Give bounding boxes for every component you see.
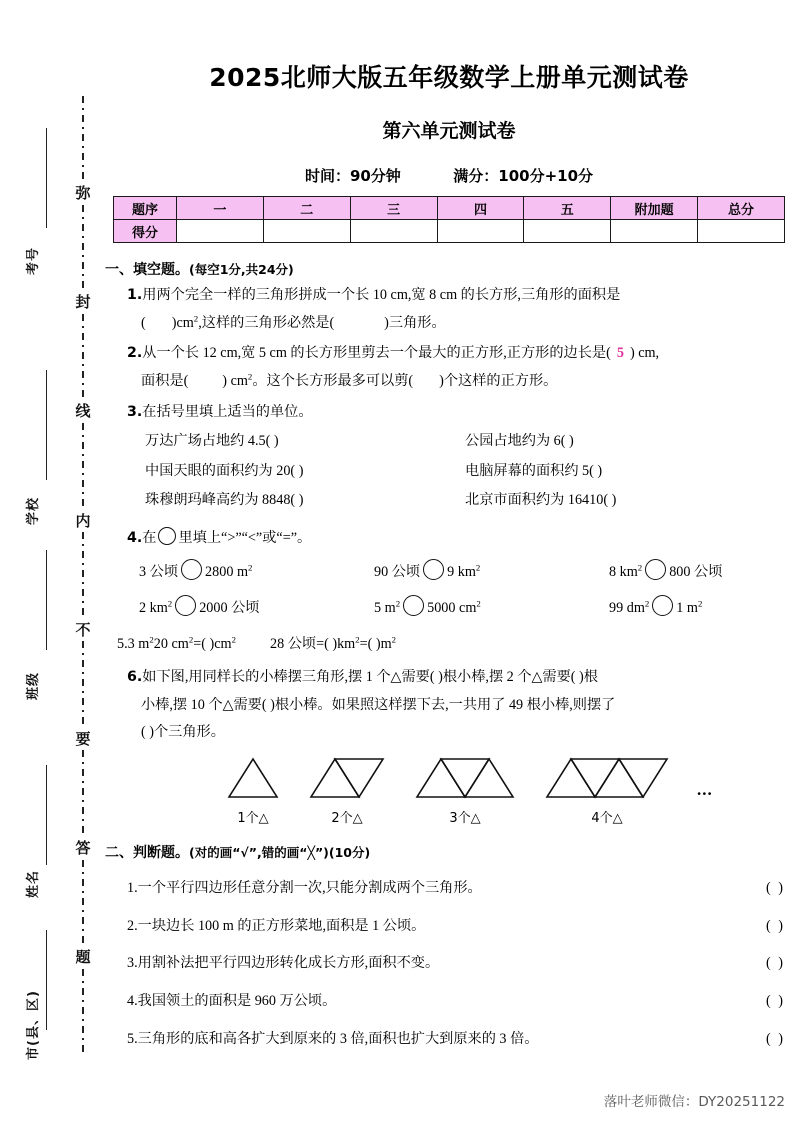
comparison-1-sup: 2 [248,562,253,573]
question-3-item-5[interactable]: 珠穆朗玛峰高约为 8848( ) [145,491,304,508]
tf-4-text: 我国领土的面积是 960 万公顷。 [137,993,337,1010]
question-1-text-c: )三角形。 [384,314,446,331]
comparison-item-2[interactable] [374,558,609,588]
comparison-1-circle[interactable] [181,559,202,580]
exam-time-label: 时间：90分钟 [304,167,401,185]
score-table-col-1: 一 [177,197,264,220]
margin-rule-4 [46,765,47,865]
margin-rule-5 [46,930,47,1030]
question-6 [127,664,793,747]
tf-4-body [127,990,336,1013]
question-2-number: 2. [127,345,143,362]
question-5-part-4[interactable]: 28 公顷=( )km [269,636,356,653]
question-2-text-e: )个这样的正方形。 [439,373,558,390]
question-4-number: 4. [127,529,143,546]
question-3-prompt-line [127,399,793,427]
question-3-item-4[interactable]: 电脑屏幕的面积约 5( ) [465,462,603,479]
score-table-col-5: 五 [524,197,611,220]
tf-3-body [127,952,439,975]
seal-dash-segment [82,969,84,1056]
comparison-5-right: 5000 cm [427,600,477,617]
score-table-col-3: 三 [350,197,437,220]
tf-5-answer-box[interactable]: ( ) [766,1030,785,1047]
seal-dash-segment [82,96,84,183]
question-6-text-3: ( )个三角形。 [141,724,225,741]
comparison-6-circle[interactable] [652,595,673,616]
question-5-sup-1: 2 [149,634,154,645]
question-4-prompt-a: 在 [142,529,157,546]
triangle-chain-2-icon [307,755,387,801]
tf-5-text: 三角形的底和高各扩大到原来的 3 倍,面积也扩大到原来的 3 倍。 [137,1030,539,1047]
question-4-prompt-b: 里填上“>”“<”或“=”。 [178,529,312,546]
figure-ellipsis: ... [697,779,713,799]
comparison-1-left: 3 公顷 [139,564,179,581]
score-cell-5[interactable] [524,220,611,243]
question-4-prompt-line [127,525,793,553]
true-false-item-3 [127,952,793,975]
score-cell-1[interactable] [177,220,264,243]
comparison-2-sup: 2 [475,562,481,573]
question-6-number: 6. [127,668,143,685]
question-3-unit-grid [145,427,793,514]
question-1-unit-a: )cm [171,314,194,331]
footer-watermark: 落叶老师微信：DY20251122 [603,1094,785,1110]
question-3 [127,399,793,427]
tf-2-answer-box[interactable]: ( ) [766,917,785,934]
question-5-part-1: 3 m [127,636,150,653]
question-1-sup-a: 2 [193,312,199,323]
comparison-2-left: 90 公顷 [374,564,421,581]
tf-3-number: 3. [127,955,138,972]
question-5-number: 5. [117,636,128,653]
tf-1-text: 一个平行四边形任意分割一次,只能分割成两个三角形。 [137,879,482,896]
question-5-sup-5: 2 [391,634,397,645]
tf-4-answer-box[interactable]: ( ) [766,993,785,1010]
question-3-prompt: 在括号里填上适当的单位。 [142,403,313,420]
score-table-row-label-1: 题序 [114,197,177,220]
question-1-text-b[interactable]: ,这样的三角形必然是( [198,314,335,331]
figure-4-caption: 4个△ [591,810,623,826]
question-2 [127,340,793,395]
question-2-text-c[interactable]: 面积是( [141,373,189,390]
question-5-sup-3: 2 [231,634,236,645]
comparison-1-right: 2800 m [205,564,248,581]
table-row-headers [114,197,785,220]
exam-sheet [105,0,793,1122]
question-3-item-3[interactable]: 中国天眼的面积约为 20( ) [145,462,304,479]
score-table-col-bonus: 附加题 [611,197,698,220]
score-table [113,196,785,243]
figure-2-triangles [307,755,387,826]
figure-3-triangles [413,755,517,826]
comparison-4-circle[interactable] [175,595,196,616]
question-5[interactable] [117,630,793,660]
margin-label-school: 学校 [26,496,41,525]
seal-char-5: 要 [75,729,91,748]
question-5-part-3[interactable]: =( )cm [193,636,232,653]
question-6-figures [225,755,793,826]
question-2-unit: ) cm [222,373,248,390]
margin-label-city: 市(县、区) [26,990,41,1060]
question-4-comparison-grid [139,558,793,624]
tf-1-number: 1. [127,879,138,896]
comparison-item-4[interactable] [139,594,374,624]
section-1-title: 一、填空题。 [105,262,189,278]
figure-3-caption: 3个△ [449,810,481,826]
comparison-3-circle[interactable] [645,559,666,580]
question-2-line-2 [141,368,793,396]
tf-5-body [127,1028,538,1051]
question-6-line-2[interactable] [141,692,793,720]
margin-label-exam-number: 考号 [26,246,41,275]
comparison-3-left-sup: 2 [637,562,643,573]
question-3-number: 3. [127,403,143,420]
comparison-item-5[interactable] [374,594,609,624]
comparison-3-right: 800 公顷 [669,564,723,581]
tf-5-number: 5. [127,1030,138,1047]
question-6-text-2: 小棒,摆 10 个△需要( )根小棒。如果照这样摆下去,一共用了 49 根小棒,则摆了 [141,696,616,713]
question-6-text-1: 如下图,用同样长的小棒摆三角形,摆 1 个△需要( )根小棒,摆 2 个△需要( )根 [142,668,598,685]
tf-4-number: 4. [127,993,138,1010]
score-table-col-4: 四 [437,197,524,220]
page-title: 2025北师大版五年级数学上册单元测试卷 [209,63,689,92]
score-cell-4[interactable] [437,220,524,243]
seal-dash-segment [82,860,84,947]
triangle-chain-3-icon [413,755,517,801]
tf-3-text: 用割补法把平行四边形转化成长方形,面积不变。 [137,955,440,972]
question-1-blank-open[interactable]: ( [141,314,146,331]
comparison-item-3[interactable] [609,558,793,588]
comparison-2-circle[interactable] [423,559,444,580]
margin-label-class: 班级 [26,671,41,700]
question-2-text-a: 从一个长 12 cm,宽 5 cm 的长方形里剪去一个最大的正方形,正方形的边长是( [142,345,611,362]
comparison-3-left: 8 km [609,564,638,581]
true-false-item-2 [127,915,793,938]
question-5-sup-2: 2 [188,634,194,645]
question-2-text-b: ) cm, [629,345,660,362]
tf-2-body [127,915,425,938]
question-1 [127,282,793,337]
true-false-item-1 [127,877,793,900]
comparison-5-sup: 2 [476,598,481,609]
question-6-line-1[interactable] [127,664,793,692]
question-3-item-1[interactable]: 万达广场占地约 4.5( ) [145,433,279,450]
question-6-line-3[interactable] [141,719,793,747]
comparison-item-6[interactable] [609,594,793,624]
exam-score-label: 满分：100分+10分 [453,167,594,185]
comparison-4-right: 2000 公顷 [199,600,260,617]
figure-1-caption: 1个△ [237,810,269,826]
tf-3-answer-box[interactable]: ( ) [766,955,785,972]
comparison-6-right: 1 m [676,600,698,617]
section-2-title: 二、判断题。 [105,844,189,861]
tf-1-body [127,877,482,900]
tf-1-answer-box[interactable]: ( ) [766,879,785,896]
question-2-filled-answer[interactable]: 5 [616,345,624,362]
section-2-note: (对的画“√”,错的画“╳”)(10分) [189,844,371,860]
seal-dash-segment [82,314,84,401]
question-3-item-6[interactable]: 北京市面积约为 16410( ) [465,491,617,508]
seal-dash-segment [82,423,84,510]
score-table-row-label-2: 得分 [114,220,177,243]
section-1-note: (每空1分,共24分) [189,262,294,277]
question-1-line-1 [127,282,793,310]
question-5-part-2: 20 cm [153,636,189,653]
figure-1-triangle [225,755,281,826]
seal-dash-segment [82,205,84,292]
seal-dash-segment [82,750,84,837]
score-cell-bonus[interactable] [611,220,698,243]
question-1-number: 1. [127,287,143,303]
figure-2-caption: 2个△ [331,810,363,826]
margin-rule-1 [46,128,47,228]
section-heading-fill-in-blanks [105,259,793,279]
score-table-col-2: 二 [263,197,350,220]
circle-placeholder-icon [158,527,176,545]
true-false-item-4 [127,990,793,1013]
question-1-text: 用两个完全一样的三角形拼成一个长 10 cm,宽 8 cm 的长方形,三角形的面积是 [142,287,621,303]
triangle-chain-4-icon [543,755,671,801]
question-2-text-d[interactable]: 。这个长方形最多可以剪( [252,373,414,390]
score-cell-2[interactable] [263,220,350,243]
seal-char-7: 题 [75,947,91,966]
seal-dash-segment [82,641,84,728]
table-row-scores [114,220,785,243]
comparison-4-left-sup: 2 [167,598,173,609]
comparison-item-1[interactable] [139,558,374,588]
seal-char-0: 弥 [75,184,91,203]
seal-line [72,96,94,1056]
question-5-sup-4: 2 [355,634,360,645]
left-margin-strip [0,0,105,1122]
question-3-item-2[interactable]: 公园占地约为 6( ) [465,433,574,450]
comparison-2-right: 9 km [447,564,476,581]
score-cell-3[interactable] [350,220,437,243]
section-heading-true-false [105,842,793,862]
comparison-5-circle[interactable] [403,595,424,616]
seal-char-1: 封 [75,293,91,312]
comparison-6-left: 99 dm [609,600,645,617]
seal-char-3: 内 [75,511,91,530]
seal-char-6: 答 [75,838,91,857]
comparison-5-left: 5 m [374,600,396,617]
tf-2-number: 2. [127,917,138,934]
question-2-sup: 2 [247,371,253,382]
true-false-item-5 [127,1028,793,1051]
exam-meta [105,165,793,186]
comparison-4-left: 2 km [139,600,168,617]
comparison-6-sup: 2 [697,598,703,609]
score-cell-total[interactable] [698,220,785,243]
question-1-line-2 [141,310,793,338]
seal-dash-segment [82,532,84,619]
score-table-col-total: 总分 [698,197,785,220]
triangle-chain-1-icon [225,755,281,801]
seal-char-4: 不 [75,620,91,639]
margin-rule-3 [46,550,47,650]
margin-rule-2 [46,370,47,480]
page-subtitle: 第六单元测试卷 [382,120,516,142]
question-2-line-1 [127,340,793,368]
question-4 [127,525,793,553]
comparison-5-left-sup: 2 [395,598,401,609]
seal-char-2: 线 [75,402,91,421]
question-5-part-5[interactable]: =( )m [359,636,392,653]
comparison-6-left-sup: 2 [644,598,650,609]
margin-label-name: 姓名 [26,869,41,898]
tf-2-text: 一块边长 100 m 的正方形菜地,面积是 1 公顷。 [137,917,426,934]
figure-4-triangles [543,755,671,826]
